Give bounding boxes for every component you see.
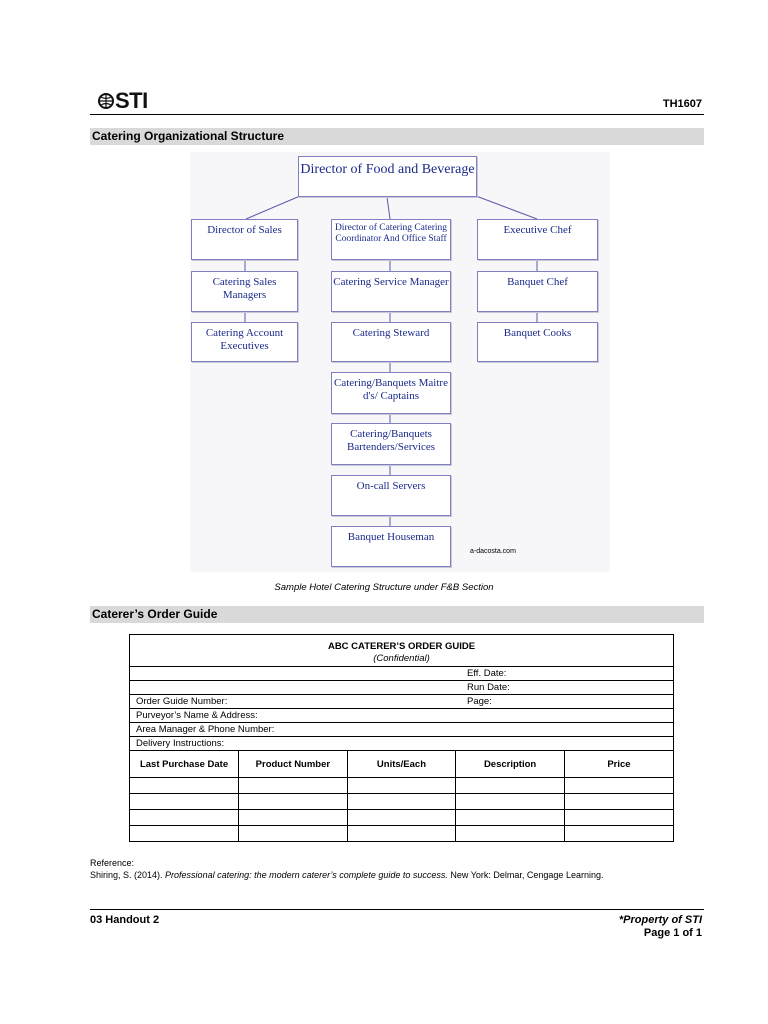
org-box-banquet-cooks: Banquet Cooks (477, 322, 598, 362)
connector-top-left (246, 196, 300, 219)
org-box-executive-chef: Executive Chef (477, 219, 598, 260)
org-box-catering-sales-managers: Catering Sales Managers (191, 271, 298, 312)
order-guide-form (129, 634, 674, 842)
area-manager-row (130, 723, 673, 737)
reference-title: Professional catering: the modern caterer’s complete guide to success. (165, 870, 448, 880)
reference-author: Shiring, S. (2014). (90, 870, 166, 880)
footer-handout-label: 03 Handout 2 (90, 914, 160, 926)
table-row (130, 826, 673, 842)
image-credit: a-dacosta.com (470, 548, 516, 555)
table-row (130, 778, 673, 794)
org-box-director-of-catering: Director of Catering Catering Coordinator And Office Staff (331, 219, 451, 260)
table-header-row (130, 751, 673, 778)
reference-label: Reference: (90, 858, 135, 868)
delivery-instructions-label: Delivery Instructions: (136, 738, 225, 749)
page-label: Page: (467, 696, 492, 707)
eff-date-row (130, 667, 673, 681)
delivery-row (130, 737, 673, 751)
order-guide-title-block (130, 635, 673, 667)
run-date-label: Run Date: (467, 682, 510, 693)
logo-text: STI (115, 88, 148, 113)
reference-publisher: New York: Delmar, Cengage Learning. (447, 870, 604, 880)
org-box-bartenders-services: Catering/Banquets Bartenders/Services (331, 423, 451, 465)
org-box-banquet-houseman: Banquet Houseman (331, 526, 451, 567)
figure-caption: Sample Hotel Catering Structure under F&B Section (274, 582, 494, 593)
col-last-purchase-date: Last Purchase Date (130, 751, 239, 778)
purveyor-label: Purveyor’s Name & Address: (136, 710, 258, 721)
document-code: TH1607 (662, 98, 702, 110)
section-heading-order-guide: Caterer’s Order Guide (90, 606, 704, 623)
org-box-banquet-chef: Banquet Chef (477, 271, 598, 312)
order-guide-title: ABC CATERER’S ORDER GUIDE (327, 641, 476, 652)
order-guide-number-label: Order Guide Number: (136, 696, 228, 707)
col-description: Description (456, 751, 565, 778)
reference-citation (90, 869, 603, 881)
col-product-number: Product Number (239, 751, 348, 778)
eff-date-label: Eff. Date: (467, 668, 507, 679)
org-box-director-of-sales: Director of Sales (191, 219, 298, 260)
order-guide-subtitle: (Confidential) (373, 653, 430, 664)
org-box-on-call-servers: On-call Servers (331, 475, 451, 516)
footer-property: *Property of STI (618, 914, 702, 926)
reference-block (90, 857, 603, 881)
col-price: Price (564, 751, 673, 778)
connector-top-right (476, 196, 537, 219)
table-row (130, 794, 673, 810)
table-row (130, 810, 673, 826)
org-box-maitre-d-captains: Catering/Banquets Maitre d's/ Captains (331, 372, 451, 414)
org-box-catering-account-executives: Catering Account Executives (191, 322, 298, 362)
org-box-catering-steward: Catering Steward (331, 322, 451, 362)
order-guide-table (130, 751, 673, 841)
org-box-director-food-beverage: Director of Food and Beverage (298, 156, 477, 197)
run-date-row (130, 681, 673, 695)
footer-rule (90, 909, 704, 910)
order-number-row (130, 695, 673, 709)
col-units-each: Units/Each (347, 751, 456, 778)
footer-page-number: Page 1 of 1 (643, 927, 702, 939)
org-box-catering-service-manager: Catering Service Manager (331, 271, 451, 312)
section-heading-org-structure: Catering Organizational Structure (90, 128, 704, 145)
area-manager-label: Area Manager & Phone Number: (136, 724, 275, 735)
connector-top-center (387, 197, 390, 219)
footer-right (619, 914, 702, 940)
purveyor-row (130, 709, 673, 723)
